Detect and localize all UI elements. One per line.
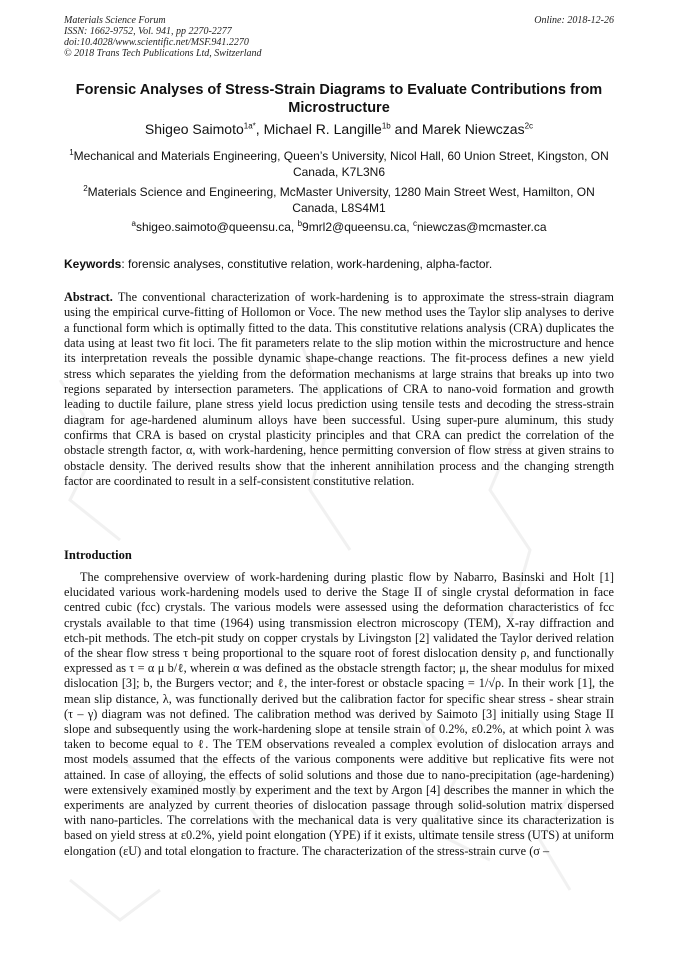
- affiliation-sup: 2: [83, 184, 88, 193]
- abstract-text: The conventional characterization of work-hardening is to approximate the stress-strain diagram using the empirical curve-fitting of Hollomon or Voce. The new method uses the Taylor slip analyses to derive a functional form which is optimally fitted to the data. This constitutive relations analysis (CRA) duplicates the data using at least two fit loci. The fit parameters relate to the slip motion within the microstructure and hence its interpretation reveals the possible dynamic shape-change reactions. The fit-process defines a new yield stress which separates the yielding from the deformation mechanisms at large strains that breaks up into two regions separated by intersection parameters. The applications of CRA to nano-void formation and growth leading to ductile failure, plane stress yield locus prediction using tensile tests and decoding the stress-strain diagram for age-hardened aluminum alloys have been successful. Using super-pure aluminum, this study confirms that CRA is based on crystal plasticity principles and that CRA can predict the correlation of the obstacle strength factor, α, with work-hardening, hence permitting conversion of flow stress at given strains to obstacle density. The derived results show that the inherent annihilation process and the changing strength factor are coordinated to result in a self-consistent constitutive relation.: [64, 290, 614, 489]
- section-heading-introduction: Introduction: [64, 548, 132, 562]
- running-header: [64, 15, 614, 59]
- author-name: Michael R. Langille: [263, 121, 382, 137]
- email-sup: a: [131, 219, 136, 228]
- author-separator: ,: [255, 121, 264, 137]
- journal-name: Materials Science Forum: [64, 15, 166, 26]
- author-name: Marek Niewczas: [421, 121, 525, 137]
- affiliation-2: [64, 185, 614, 216]
- email-sup: c: [412, 219, 417, 228]
- email-link[interactable]: 9mrl2@queensu.ca: [302, 220, 407, 234]
- keywords-text: : forensic analyses, constitutive relation, work-hardening, alpha-factor.: [121, 257, 493, 271]
- affiliation-text: Mechanical and Materials Engineering, Queen’s University, Nicol Hall, 60 Union Street, Kingston, ON Canada, K7L3N6: [73, 149, 609, 179]
- author-sup: 1b: [381, 121, 391, 131]
- affiliation-sup: 1: [69, 148, 74, 157]
- copyright-line: © 2018 Trans Tech Publications Ltd, Switzerland: [64, 48, 262, 59]
- paper-title: Forensic Analyses of Stress-Strain Diagrams to Evaluate Contributions from Microstructure: [75, 82, 603, 116]
- author-sup: 1a*: [243, 121, 256, 131]
- abstract: [64, 290, 614, 489]
- email-list: $^a$shigeo.saimoto@queensu.ca, $^b$9mrl2@queensu.ca, $^c$niewczas@mcmaster.ca: [131, 219, 547, 234]
- author-sup: 2c: [524, 121, 534, 131]
- author-list: [40, 120, 638, 138]
- email-link[interactable]: niewczas@mcmaster.ca: [416, 220, 547, 234]
- keywords: [64, 257, 614, 272]
- doi-line: doi:10.4028/www.scientific.net/MSF.941.2270: [64, 37, 249, 48]
- online-date: Online: 2018-12-26: [534, 15, 614, 26]
- author-name: Shigeo Saimoto: [144, 121, 244, 137]
- abstract-label: Abstract.: [64, 290, 113, 304]
- affiliation-text: Materials Science and Engineering, McMaster University, 1280 Main Street West, Hamilton, ON Canada, L8S4M1: [87, 185, 595, 215]
- email-link[interactable]: shigeo.saimoto@queensu.ca: [135, 220, 291, 234]
- introduction-paragraph: The comprehensive overview of work-hardening during plastic flow by Nabarro, Basinski and Holt [1] elucidated various work-hardening models used to derive the Stage II of single crystal deformation in face centred cubic (fcc) crystals. The various models were assessed using the deformation characteristics of fcc crystals available to that time (1964) using transmission electron microscopy (TEM), X-ray diffraction and etch-pit methods. The etch-pit study on copper crystals by Livingston [2] validated the Taylor derived relation of the shear flow stress τ being proportional to the square root of forest dislocation density ρ, and functionally expressed as τ = α μ b/ℓ, wherein α was defined as the obstacle strength factor; μ, the shear modulus for mixed dislocation [3]; b, the Burgers vector; and ℓ, the inter-forest or obstacle spacing = 1/√ρ. In their work [1], the mean slip distance, λ, was functionally derived but the calibration factor for specific shear stress - shear strain (τ – γ) diagram was not defined. The calibration method was derived by Saimoto [3] initially using Stage II slope and subsequently using the work-hardening slope at tensile strain of 0.2%, ε0.2%, at which point λ was taken to become equal to ℓ. The TEM observations revealed a complex evolution of dislocation arrays and most models assumed that the effects of the various components were additive but replicative fits were not attained. In case of alloying, the effects of solid solutions and those due to nano-precipitation (age-hardening) were extensively examined mostly by experiment and the text by Argon [4] describes the manner in which the experiments are analyzed by current theories of dislocation passage through solid-solution matrix dispersed with nano-particles. The correlations with the mechanical data is very qualitative since its characterization is based on yield stress at ε0.2%, yield point elongation (YPE) if it exists, ultimate tensile stress (UTS) at uniform elongation (εU) and total elongation to fracture. The characterization of the stress-strain curve (σ –: [64, 570, 614, 858]
- issn-line: ISSN: 1662-9752, Vol. 941, pp 2270-2277: [64, 26, 232, 37]
- keywords-label: Keywords: [64, 257, 122, 271]
- affiliation-1: [64, 149, 614, 180]
- email-sup: b: [297, 219, 303, 228]
- author-and: and: [390, 121, 422, 137]
